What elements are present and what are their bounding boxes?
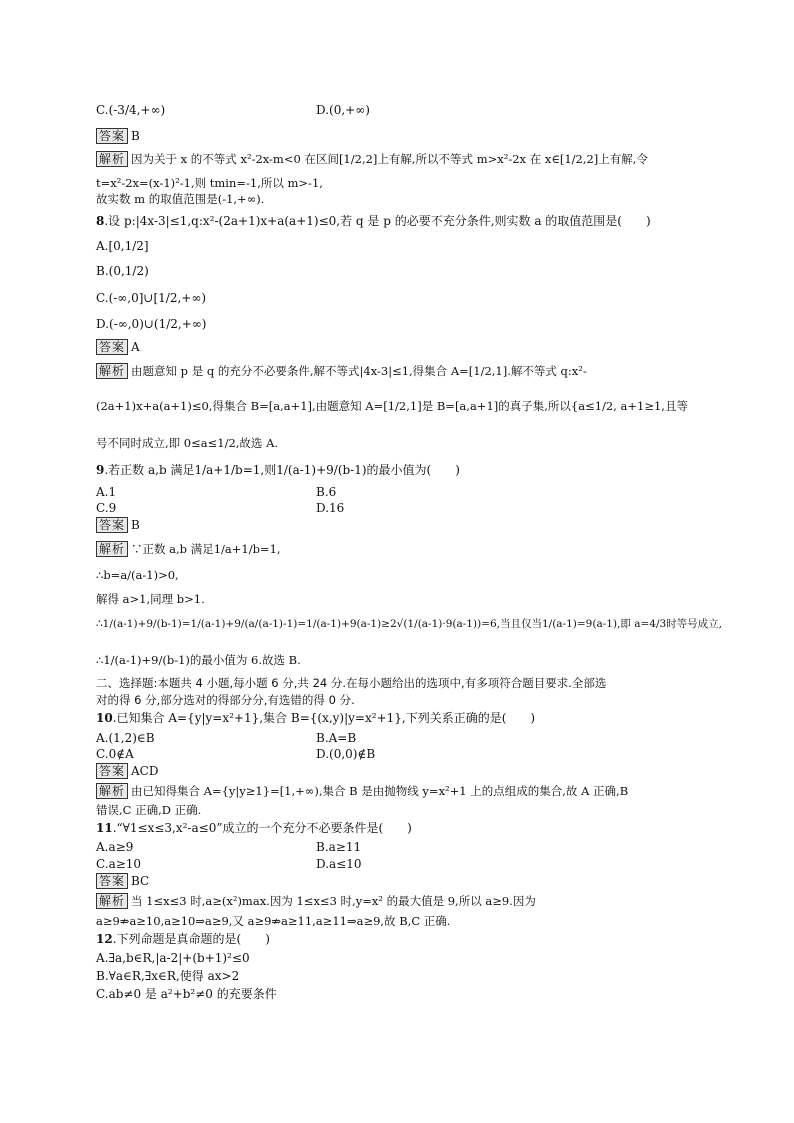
- answer-line: 答案 A: [96, 339, 706, 355]
- section-heading: 二、选择题:本题共 4 小题,每小题 6 分,共 24 分.在每小题给出的选项中,有多项符合题目要求.全部选: [96, 676, 607, 690]
- analysis-tag: 解析: [96, 363, 128, 379]
- option-line: C.a≥10 D.a≤10: [96, 857, 362, 871]
- text-line: t=x²-2x=(x-1)²-1,则 tmin=-1,所以 m>-1,: [96, 176, 323, 190]
- question-8: 8.设 p:|4x-3|≤1,q:x²-(2a+1)x+a(a+1)≤0,若 q 是 p 的必要不充分条件,则实数 a 的取值范围是( ): [96, 214, 651, 228]
- question-10: 10.已知集合 A={y|y=x²+1},集合 B={(x,y)|y=x²+1},下列关系正确的是( ): [96, 711, 536, 725]
- option-line: B.(0,1/2): [96, 264, 149, 278]
- text-line: 故实数 m 的取值范围是(-1,+∞).: [96, 192, 265, 206]
- answer-line: 答案 B: [96, 128, 706, 144]
- answer-tag: 答案: [96, 873, 128, 889]
- text-line: ∴b=a/(a-1)>0,: [96, 568, 179, 582]
- answer-line: 答案 ACD: [96, 763, 706, 779]
- section-heading: 对的得 6 分,部分选对的得部分分,有选错的得 0 分.: [96, 693, 355, 707]
- question-11: 11.“∀1≤x≤3,x²-a≤0”成立的一个充分不必要条件是( ): [96, 821, 412, 835]
- analysis-tag: 解析: [96, 783, 128, 799]
- answer-line: 答案 BC: [96, 873, 706, 889]
- analysis-line: 解析 当 1≤x≤3 时,a≥(x²)max.因为 1≤x≤3 时,y=x² 的最大值是 9,所以 a≥9.因为: [96, 893, 706, 909]
- question-12: 12.下列命题是真命题的是( ): [96, 932, 270, 946]
- option-line: C.9 D.16: [96, 501, 345, 515]
- answer-line: 答案 B: [96, 517, 706, 533]
- analysis-line: 解析 由已知得集合 A={y|y≥1}=[1,+∞),集合 B 是由抛物线 y=x²+1 上的点组成的集合,故 A 正确,B: [96, 783, 706, 799]
- answer-tag: 答案: [96, 517, 128, 533]
- answer-tag: 答案: [96, 128, 128, 144]
- answer-tag: 答案: [96, 763, 128, 779]
- option-line: C.(-∞,0]∪[1/2,+∞): [96, 291, 207, 305]
- analysis-tag: 解析: [96, 151, 128, 167]
- line-option-c: C.(-3/4,+∞) D.(0,+∞): [96, 103, 370, 117]
- analysis-tag: 解析: [96, 541, 128, 557]
- text-line: 错误,C 正确,D 正确.: [96, 803, 202, 817]
- option-line: C.ab≠0 是 a²+b²≠0 的充要条件: [96, 987, 277, 1001]
- option-line: C.0∉A D.(0,0)∉B: [96, 747, 376, 761]
- analysis-line: 解析 ∵正数 a,b 满足1/a+1/b=1,: [96, 541, 706, 557]
- option-line: D.(-∞,0)∪(1/2,+∞): [96, 317, 207, 331]
- analysis-line: 解析 因为关于 x 的不等式 x²-2x-m<0 在区间[1/2,2]上有解,所以不等式 m>x²-2x 在 x∈[1/2,2]上有解,令: [96, 151, 706, 167]
- option-line: A.∃a,b∈R,|a-2|+(b+1)²≤0: [96, 951, 250, 965]
- option-line: A.1 B.6: [96, 485, 337, 499]
- analysis-line: 解析 由题意知 p 是 q 的充分不必要条件,解不等式|4x-3|≤1,得集合 A=[1/2,1].解不等式 q:x²-: [96, 363, 706, 379]
- text-line: (2a+1)x+a(a+1)≤0,得集合 B=[a,a+1],由题意知 A=[1/2,1]是 B=[a,a+1]的真子集,所以{a≤1/2, a+1≥1,且等: [96, 399, 688, 413]
- option-line: A.a≥9 B.a≥11: [96, 840, 362, 854]
- text-line: a≥9⇏a≥10,a≥10⇒a≥9,又 a≥9⇏a≥11,a≥11⇒a≥9,故 B,C 正确.: [96, 914, 451, 928]
- text-line: 解得 a>1,同理 b>1.: [96, 592, 205, 606]
- option-line: B.∀a∈R,∃x∈R,使得 ax>2: [96, 969, 240, 983]
- option-line: A.[0,1/2]: [96, 239, 149, 253]
- answer-tag: 答案: [96, 339, 128, 355]
- question-9: 9.若正数 a,b 满足1/a+1/b=1,则1/(a-1)+9/(b-1)的最小值为( ): [96, 463, 460, 477]
- text-line: ∴1/(a-1)+9/(b-1)的最小值为 6.故选 B.: [96, 653, 301, 667]
- text-line: ∴1/(a-1)+9/(b-1)=1/(a-1)+9/(a/(a-1)-1)=1/(a-1)+9(a-1)≥2√(1/(a-1)·9(a-1))=6,当且仅当1/(a-1)=9(a-1),即 a=4/3时等号成立,: [96, 618, 723, 630]
- analysis-tag: 解析: [96, 893, 128, 909]
- option-line: A.(1,2)∈B B.A=B: [96, 731, 357, 745]
- text-line: 号不同时成立,即 0≤a≤1/2,故选 A.: [96, 436, 279, 450]
